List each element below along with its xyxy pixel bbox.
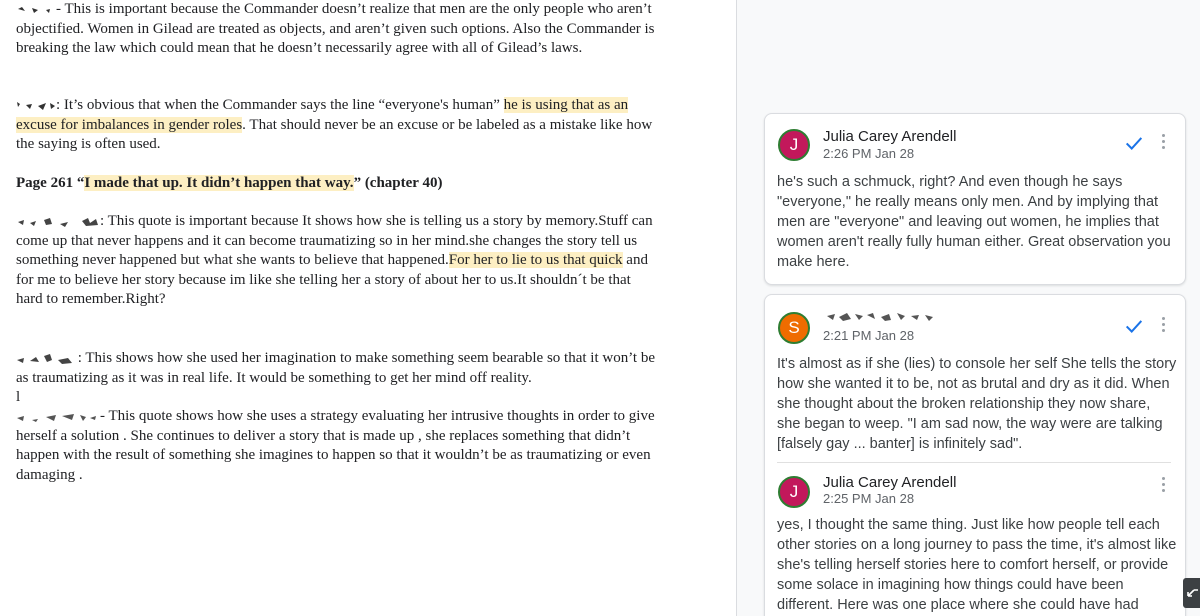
stray-character: l [16, 389, 21, 405]
redacted-name-icon [16, 352, 74, 366]
highlighted-text[interactable]: he is using that as an excuse for imbalances in gender roles [16, 97, 629, 133]
reply-avatar: J [778, 476, 810, 508]
avatar: J [778, 129, 810, 161]
redacted-name-icon [16, 100, 56, 112]
redacted-author-icon [825, 310, 937, 324]
highlighted-text[interactable]: For her to lie to us that quick [448, 252, 623, 268]
reply-author: Julia Carey Arendell [823, 474, 957, 491]
highlighted-quote[interactable]: I made that up. It didn’t happen that way. [84, 175, 354, 191]
paragraph-3 [16, 174, 656, 194]
paragraph-6-text: - This quote shows how she uses a strategy evaluating her intrusive thoughts in order to give herself a solution . She continues to deliver a story that is made up , she replaces something that didn’t happen with the result of something she imagines to happen so that it wouldn’t be as traumatizing or even damaging . [16, 408, 655, 483]
more-vert-icon[interactable] [1160, 477, 1166, 497]
comment-thread-1[interactable] [764, 113, 1186, 285]
side-panel-toggle-icon[interactable] [1183, 578, 1200, 608]
redacted-name-icon [16, 4, 56, 16]
paragraph-6 [16, 407, 656, 485]
reply-divider [777, 462, 1171, 463]
redacted-name-icon [16, 410, 100, 424]
reply-text: yes, I thought the same thing. Just like how people tell each other stories on a long journey to pass the time, it's almost like she's telling herself stories here to comfort herself, or provide some solace in imagining how things could have been different. Here was one place where she could have had [777, 517, 1177, 613]
comment-text: he's such a schmuck, right? And even though he says "everyone," he really means only men. And by implying that men are "everyone" and leaving out women, he implies that women aren't really fully human either. Great observation you make here. [777, 174, 1171, 270]
paragraph-4-text-b: and for me to believe her story because im like she telling her a story of about her to us.It shouldn´t be that hard to remember.Right? [16, 252, 648, 307]
paragraph-2 [16, 96, 656, 155]
paragraph-4-text-a: : This quote is important because It shows how she is telling us a story by memory.Stuff can come up that never happens and it can become traumatizing so in her mind.she changes the story tell us something never happened but what she wants to believe that happened. [16, 213, 653, 268]
redacted-name-icon [16, 215, 100, 229]
comment-time: 2:26 PM Jan 28 [823, 146, 915, 161]
comment-thread-2[interactable] [764, 294, 1186, 616]
paragraph-1 [16, 0, 656, 59]
reply-time: 2:25 PM Jan 28 [823, 491, 915, 506]
paragraph-4 [16, 212, 656, 310]
more-vert-icon[interactable] [1160, 317, 1166, 337]
comments-panel [737, 0, 1200, 616]
comment-time: 2:21 PM Jan 28 [823, 328, 915, 343]
paragraph-3-text-a: Page 261 “ [16, 175, 85, 191]
paragraph-5 [16, 349, 656, 388]
paragraph-3-text-b: ” (chapter 40) [353, 175, 443, 191]
paragraph-2-text-b: . That should never be an excuse or be labeled as a mistake like how the saying is often used. [16, 116, 653, 152]
paragraph-5-text: : This shows how she used her imagination to make something seem bearable so that it won’t be as traumatizing as it was in real life. It would be something to get her mind off reality. [16, 350, 656, 386]
comment-text: It's almost as if she (lies) to console her self She tells the story how she wanted it to be, not as brutal and dry as it did. When she thought about the broken relationship they now share, she began to weep. "I am sad now, the way were are talking [falsely gay ... banter] is infinitely sad". [777, 356, 1177, 452]
checkmark-icon[interactable] [1123, 315, 1145, 337]
paragraph-1-text: - This is important because the Commander doesn’t realize that men are the only people who aren’t objectified. Women in Gilead are treated as objects, and aren’t given such options. Also the Commander is breaking the law which could mean that he doesn’t necessarily agree with all of Gilead’s laws. [16, 1, 655, 56]
comment-author: Julia Carey Arendell [823, 128, 957, 145]
avatar: S [778, 312, 810, 344]
more-vert-icon[interactable] [1160, 134, 1166, 154]
paragraph-2-text-a: : It’s obvious that when the Commander says the line “everyone's human” [56, 97, 504, 113]
checkmark-icon[interactable] [1123, 132, 1145, 154]
